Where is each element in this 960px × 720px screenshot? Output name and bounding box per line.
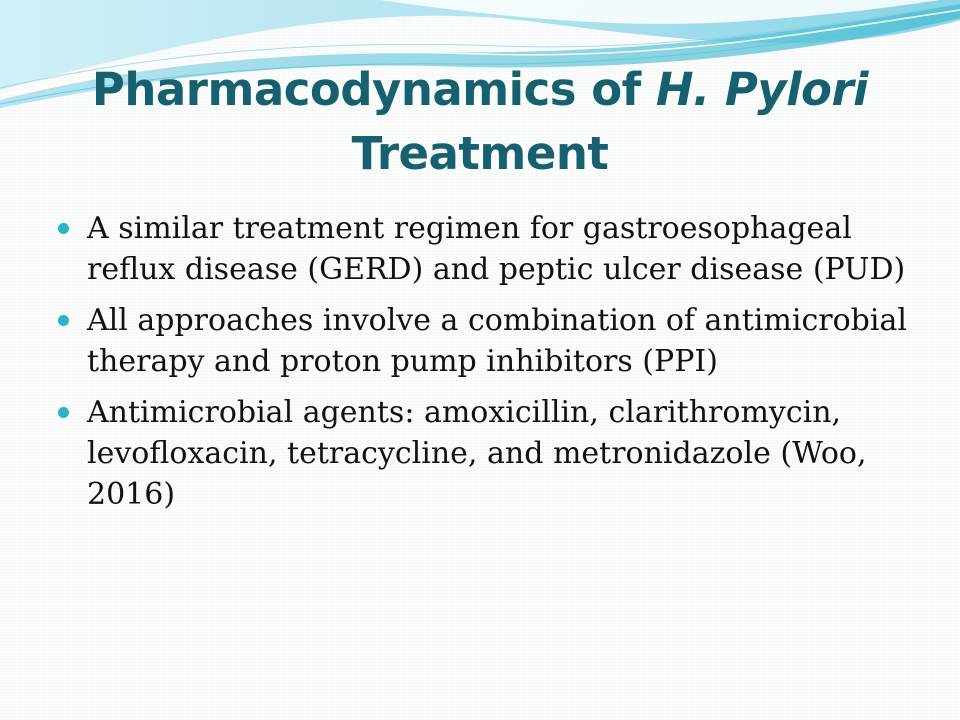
title-text-start: Pharmacodynamics of [91, 63, 656, 116]
bullet-item [58, 392, 918, 515]
bullet-marker-icon [58, 407, 69, 418]
title-line-1 [40, 58, 920, 122]
title-line-2: Treatment [351, 127, 609, 180]
slide-title [40, 58, 920, 186]
bullet-text: All approaches involve a combination of antimicrobial therapy and proton pump inhibitors (PPI) [87, 303, 907, 379]
bullet-item [58, 300, 918, 382]
bullet-item [58, 208, 918, 290]
bullet-text: A similar treatment regimen for gastroesophageal reflux disease (GERD) and peptic ulcer disease (PUD) [87, 211, 906, 287]
title-text-italic: H. Pylori [655, 63, 869, 116]
bullet-marker-icon [58, 223, 69, 234]
bullet-text: Antimicrobial agents: amoxicillin, clarithromycin, levofloxacin, tetracycline, and metronidazole (Woo, 2016) [87, 395, 867, 512]
bullet-list [58, 208, 918, 525]
bullet-marker-icon [58, 315, 69, 326]
